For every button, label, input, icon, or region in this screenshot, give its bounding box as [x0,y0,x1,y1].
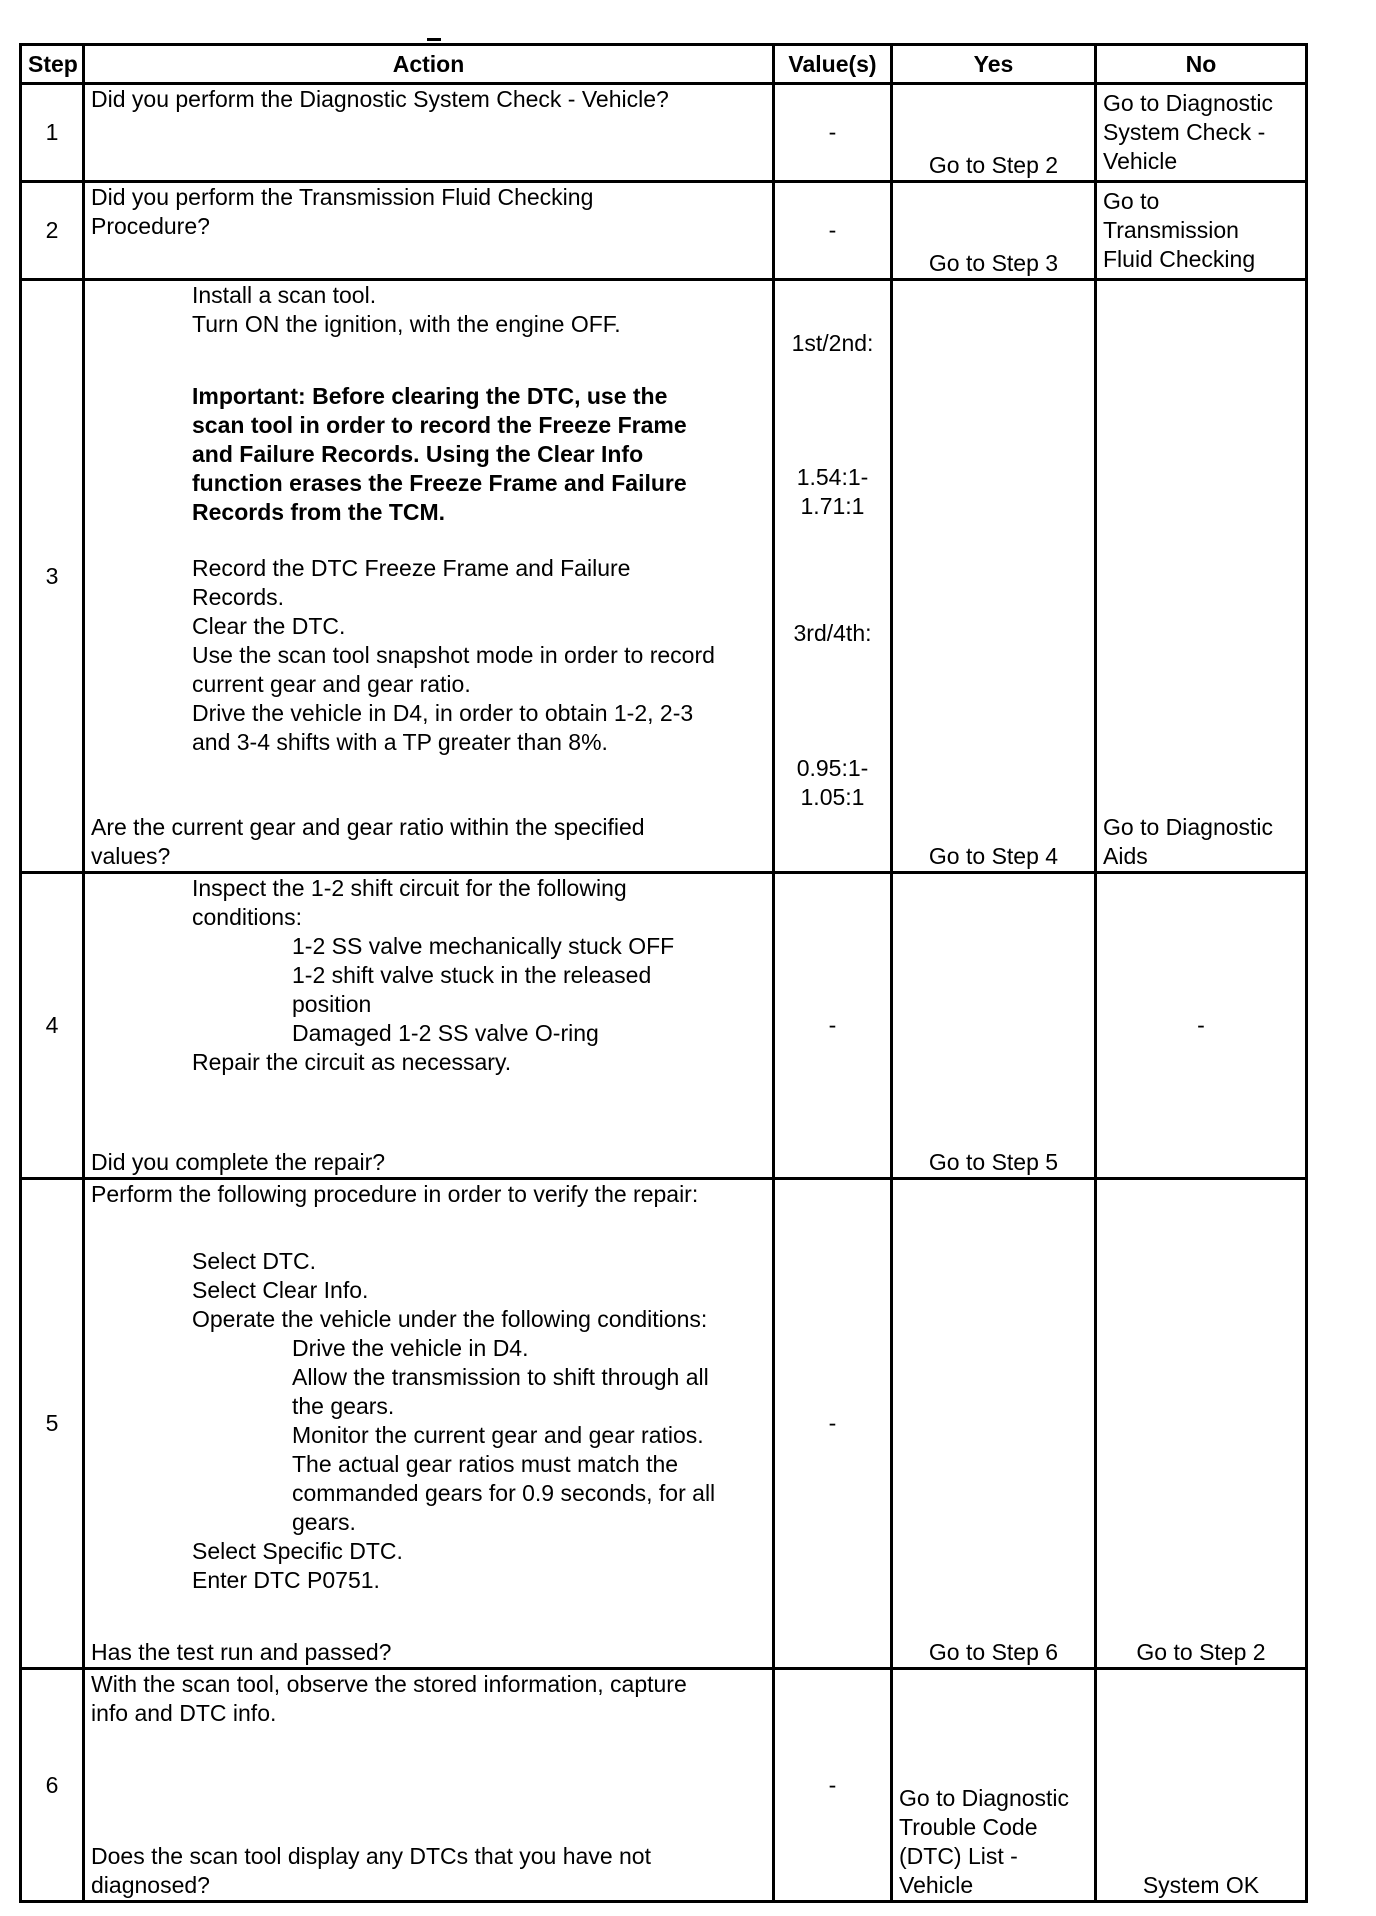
step-number: 4 [21,873,84,1179]
action-line: current gear and gear ratio. [192,671,471,697]
step-number: 1 [21,84,84,182]
value-cell: - [774,1669,892,1902]
value-range: 1.05:1 [800,784,865,810]
action-line: and 3-4 shifts with a TP greater than 8%. [192,729,608,755]
condition-line: 1-2 shift valve stuck in the released [292,962,652,988]
step-number: 2 [21,182,84,280]
important-note-line: and Failure Records. Using the Clear Info [192,441,644,467]
condition-line: the gears. [292,1393,395,1419]
condition-line: position [292,991,372,1017]
action-question: Has the test run and passed? [91,1639,392,1665]
header-values: Value(s) [774,45,892,84]
yes-cell [892,1669,1096,1902]
no-line: Go to Diagnostic [1103,814,1274,840]
action-line: Select Clear Info. [192,1277,369,1303]
no-cell: System OK [1096,1669,1307,1902]
action-question: Are the current gear and gear ratio within the specified [91,814,645,840]
important-note-line: Important: Before clearing the DTC, use the [192,383,668,409]
condition-line: commanded gears for 0.9 seconds, for all [292,1480,716,1506]
step-number: 3 [21,280,84,873]
yes-line: Go to Diagnostic [899,1785,1070,1811]
yes-cell: Go to Step 4 [892,280,1096,873]
action-line: Record the DTC Freeze Frame and Failure [192,555,631,581]
action-cell [84,1669,774,1902]
action-line: With the scan tool, observe the stored information, capture [91,1671,687,1697]
step-number: 6 [21,1669,84,1902]
value-cell: - [774,182,892,280]
table-row [21,280,1307,873]
value-cell: - [774,84,892,182]
action-cell [84,1179,774,1669]
action-line: Enter DTC P0751. [192,1567,380,1593]
important-note-line: function erases the Freeze Frame and Failure [192,470,687,496]
value-label: 3rd/4th: [793,620,872,646]
action-line: Inspect the 1-2 shift circuit for the following [192,875,627,901]
action-line: Repair the circuit as necessary. [192,1049,512,1075]
important-note-line: Records from the TCM. [192,499,446,525]
no-line: Go to [1103,188,1160,214]
condition-line: Drive the vehicle in D4. [292,1335,529,1361]
action-line: Select Specific DTC. [192,1538,403,1564]
action-question: values? [91,843,171,869]
table-row [21,84,1307,182]
yes-cell: Go to Step 5 [892,873,1096,1179]
action-cell [84,280,774,873]
action-question: diagnosed? [91,1872,210,1898]
value-cell: - [774,1179,892,1669]
action-question: Did you perform the Diagnostic System Check - Vehicle? [91,86,669,112]
table-row [21,1669,1307,1902]
action-line: Use the scan tool snapshot mode in order to record [192,642,715,668]
action-line: Records. [192,584,285,610]
no-cell [1096,182,1307,280]
table-row [21,182,1307,280]
no-line: Transmission [1103,217,1239,243]
condition-line: Monitor the current gear and gear ratios. [292,1422,704,1448]
header-action: Action [84,45,774,84]
action-line: conditions: [192,904,302,930]
action-line: Operate the vehicle under the following conditions: [192,1306,708,1332]
yes-line: (DTC) List - [899,1843,1018,1869]
condition-line: gears. [292,1509,356,1535]
step-number: 5 [21,1179,84,1669]
action-cell [84,182,774,280]
header-yes: Yes [892,45,1096,84]
action-line: Turn ON the ignition, with the engine OFF. [192,311,621,337]
table-row [21,1179,1307,1669]
condition-line: The actual gear ratios must match the [292,1451,679,1477]
value-cell [774,280,892,873]
header-step: Step [21,45,84,84]
condition-line: Allow the transmission to shift through all [292,1364,709,1390]
action-cell [84,84,774,182]
action-line: Install a scan tool. [192,282,377,308]
no-cell: - [1096,873,1307,1179]
condition-line: 1-2 SS valve mechanically stuck OFF [292,933,675,959]
action-line: Select DTC. [192,1248,316,1274]
action-line: Clear the DTC. [192,613,346,639]
yes-line: Trouble Code [899,1814,1038,1840]
value-range: 1.71:1 [800,493,865,519]
header-no: No [1096,45,1307,84]
diagnostic-table [19,43,1308,1903]
no-cell [1096,280,1307,873]
top-mark [427,38,441,41]
action-line: Perform the following procedure in order to verify the repair: [91,1181,699,1207]
table-row [21,873,1307,1179]
action-question: Did you complete the repair? [91,1149,386,1175]
action-question: Does the scan tool display any DTCs that you have not [91,1843,651,1869]
action-line: Did you perform the Transmission Fluid Checking [91,184,594,210]
action-line: Procedure? [91,213,210,239]
yes-line: Vehicle [899,1872,974,1898]
header-row [21,45,1307,84]
no-cell: Go to Step 2 [1096,1179,1307,1669]
yes-cell: Go to Step 3 [892,182,1096,280]
yes-cell: Go to Step 2 [892,84,1096,182]
no-line: Fluid Checking [1103,246,1256,272]
no-cell: Go to Diagnostic System Check - Vehicle [1096,84,1307,182]
yes-cell: Go to Step 6 [892,1179,1096,1669]
important-note-line: scan tool in order to record the Freeze Frame [192,412,687,438]
value-range: 1.54:1- [796,464,869,490]
value-range: 0.95:1- [796,755,869,781]
action-cell [84,873,774,1179]
condition-line: Damaged 1-2 SS valve O-ring [292,1020,599,1046]
value-label: 1st/2nd: [791,330,874,356]
value-cell: - [774,873,892,1179]
action-line: info and DTC info. [91,1700,277,1726]
no-line: Aids [1103,843,1148,869]
action-line: Drive the vehicle in D4, in order to obtain 1-2, 2-3 [192,700,694,726]
